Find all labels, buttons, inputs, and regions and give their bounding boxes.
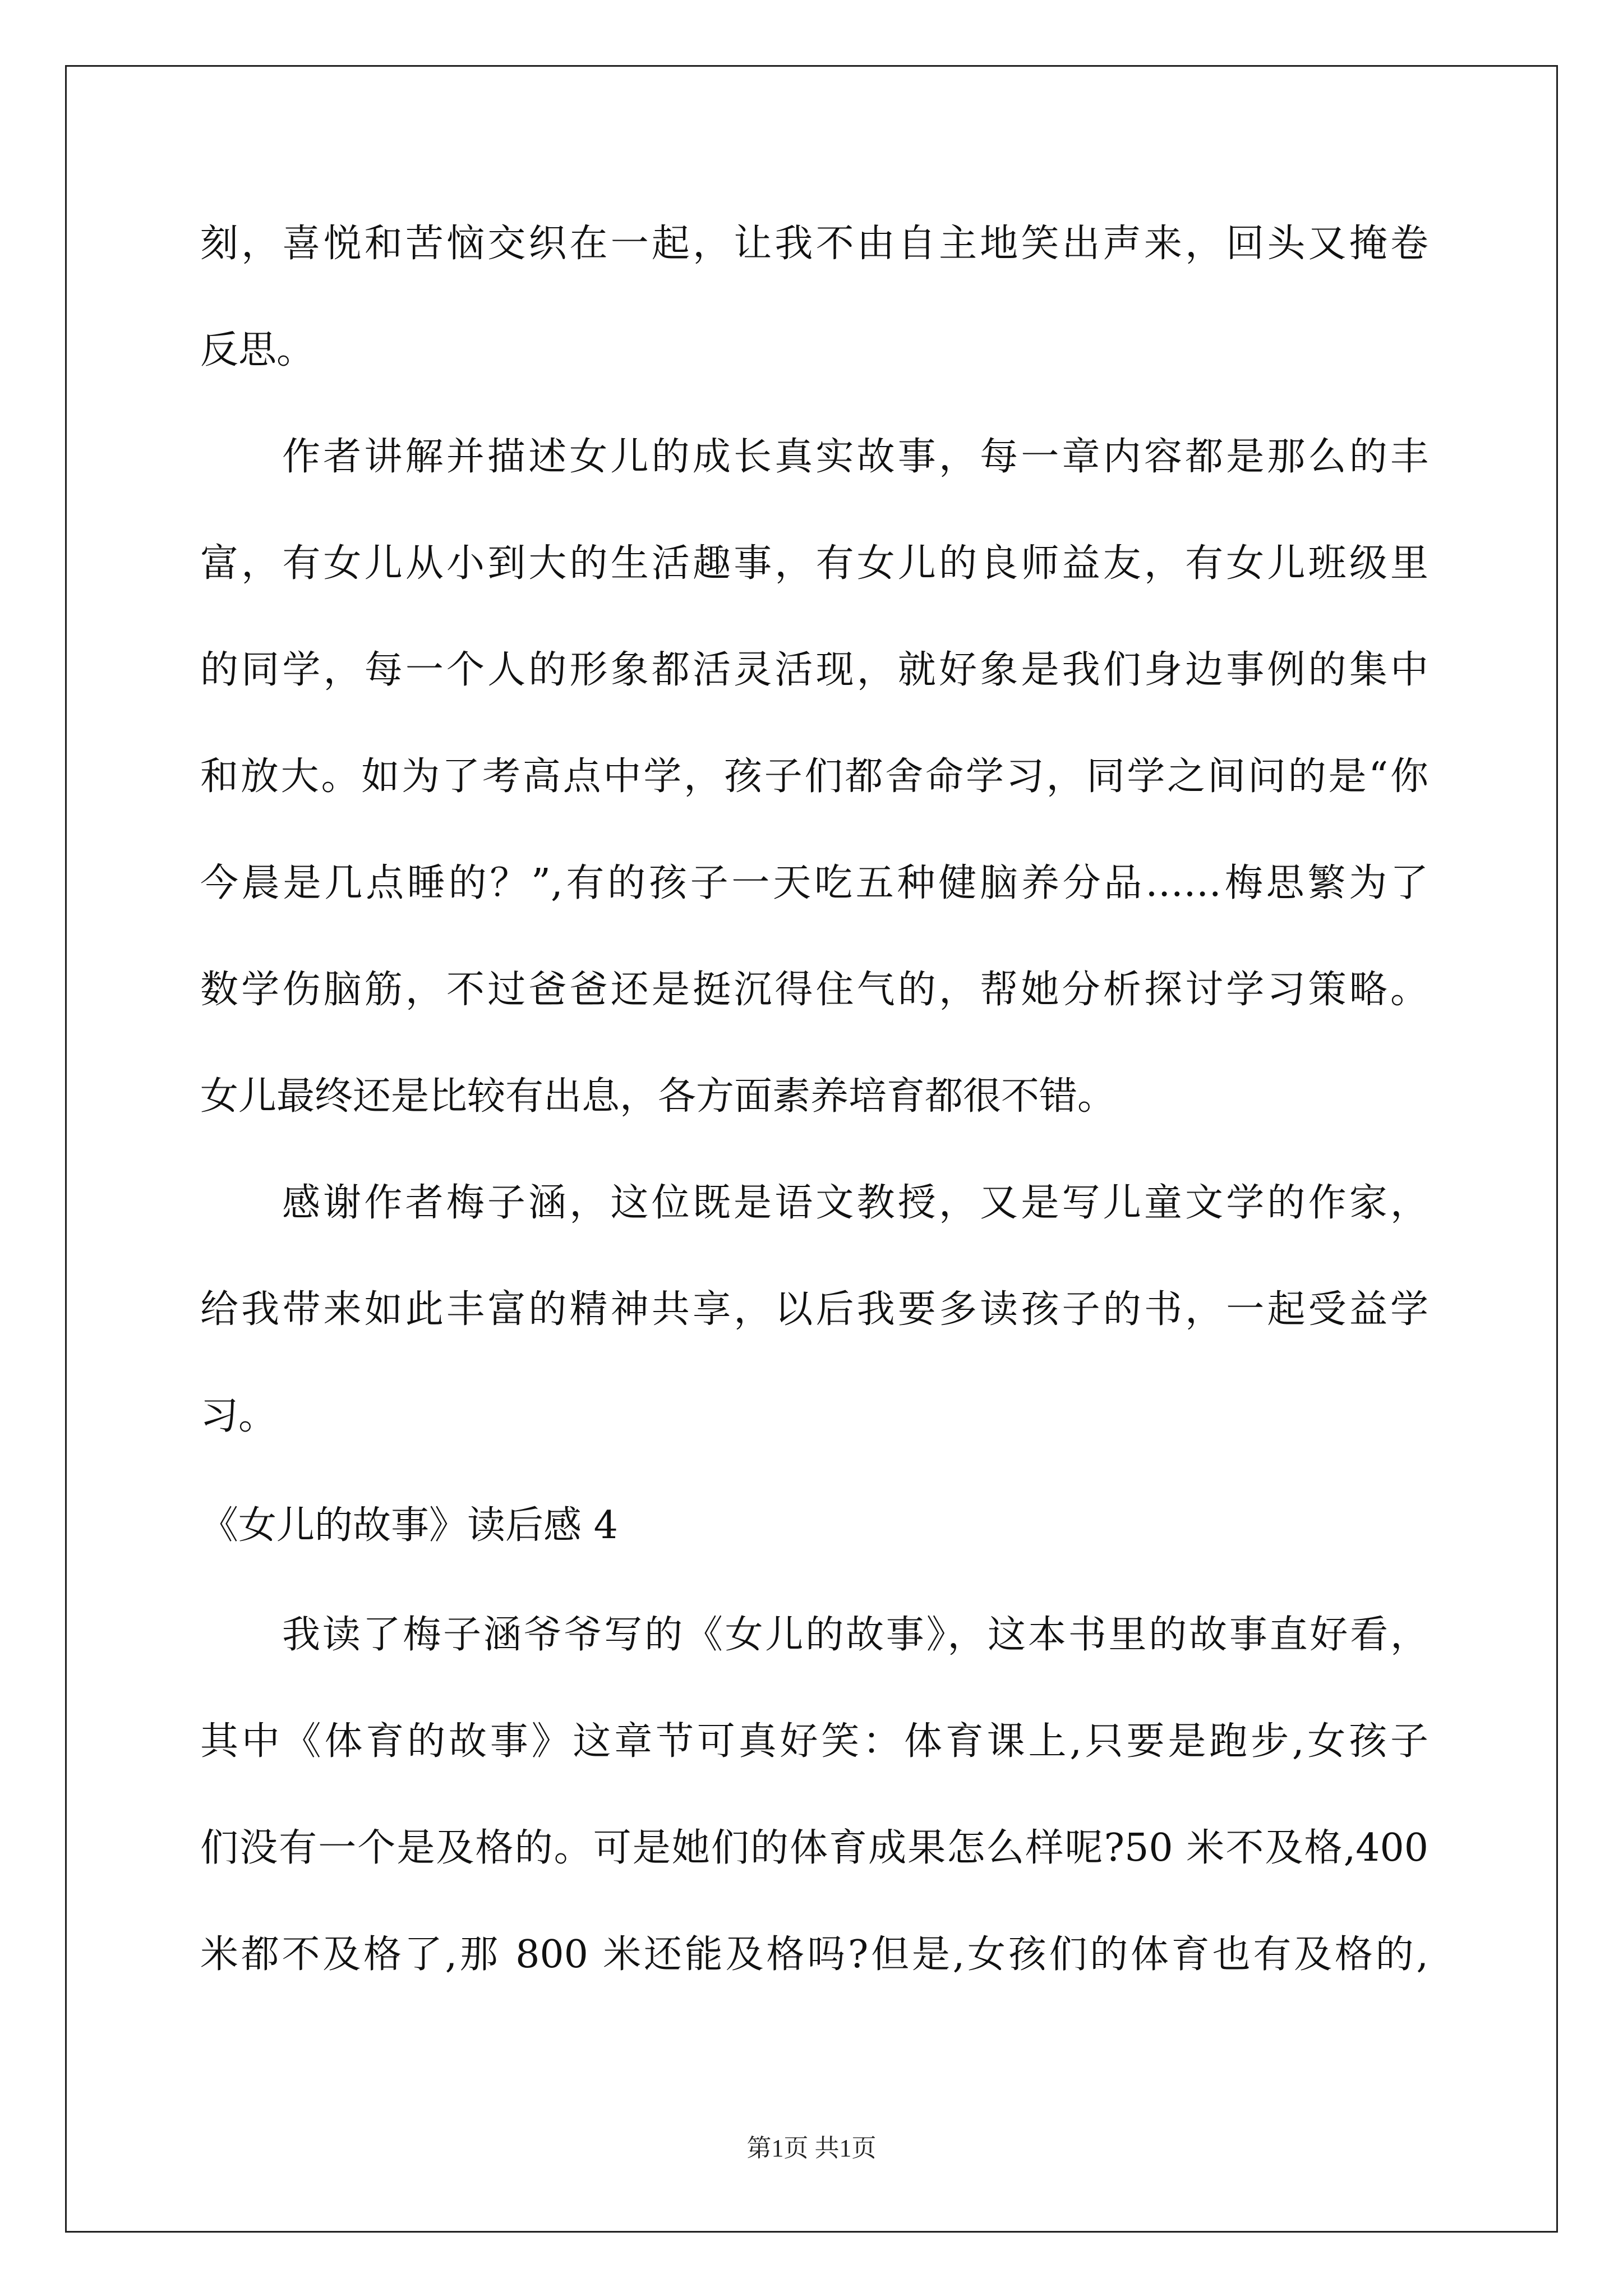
text-line: 的同学，每一个人的形象都活灵活现，就好象是我们身边事例的集中 <box>200 648 1428 692</box>
text-line: 今晨是几点睡的？”,有的孩子一天吃五种健脑养分品……梅思繁为了 <box>200 861 1428 905</box>
paragraph-start-line: 作者讲解并描述女儿的成长真实故事，每一章内容都是那么的丰 <box>282 435 1428 479</box>
paragraph-start-line: 感谢作者梅子涵，这位既是语文教授，又是写儿童文学的作家， <box>282 1181 1428 1225</box>
text-line: 米都不及格了,那 800 米还能及格吗?但是,女孩们的体育也有及格的, <box>200 1932 1428 1977</box>
text-line: 女儿最终还是比较有出息，各方面素养培育都很不错。 <box>200 1074 1116 1119</box>
section-title: 《女儿的故事》读后感 4 <box>200 1503 618 1548</box>
text-line: 富，有女儿从小到大的生活趣事，有女儿的良师益友，有女儿班级里 <box>200 541 1428 586</box>
paragraph-start-line: 我读了梅子涵爷爷写的《女儿的故事》，这本书里的故事直好看， <box>282 1613 1428 1657</box>
page-footer: 第1页 共1页 <box>746 2134 877 2162</box>
text-line: 习。 <box>200 1394 277 1438</box>
page-border <box>65 65 1558 2233</box>
text-line: 给我带来如此丰富的精神共享，以后我要多读孩子的书，一起受益学 <box>200 1287 1428 1332</box>
text-line: 刻，喜悦和苦恼交织在一起，让我不由自主地笑出声来，回头又掩卷 <box>200 222 1428 266</box>
text-line: 和放大。如为了考高点中学，孩子们都舍命学习，同学之间问的是“你 <box>200 754 1428 799</box>
text-line: 反思。 <box>200 328 315 372</box>
text-line: 数学伤脑筋，不过爸爸还是挺沉得住气的，帮她分析探讨学习策略。 <box>200 968 1428 1012</box>
text-line: 其中《体育的故事》这章节可真好笑：体育课上,只要是跑步,女孩子 <box>200 1719 1428 1764</box>
text-line: 们没有一个是及格的。可是她们的体育成果怎么样呢?50 米不及格,400 <box>200 1826 1428 1870</box>
